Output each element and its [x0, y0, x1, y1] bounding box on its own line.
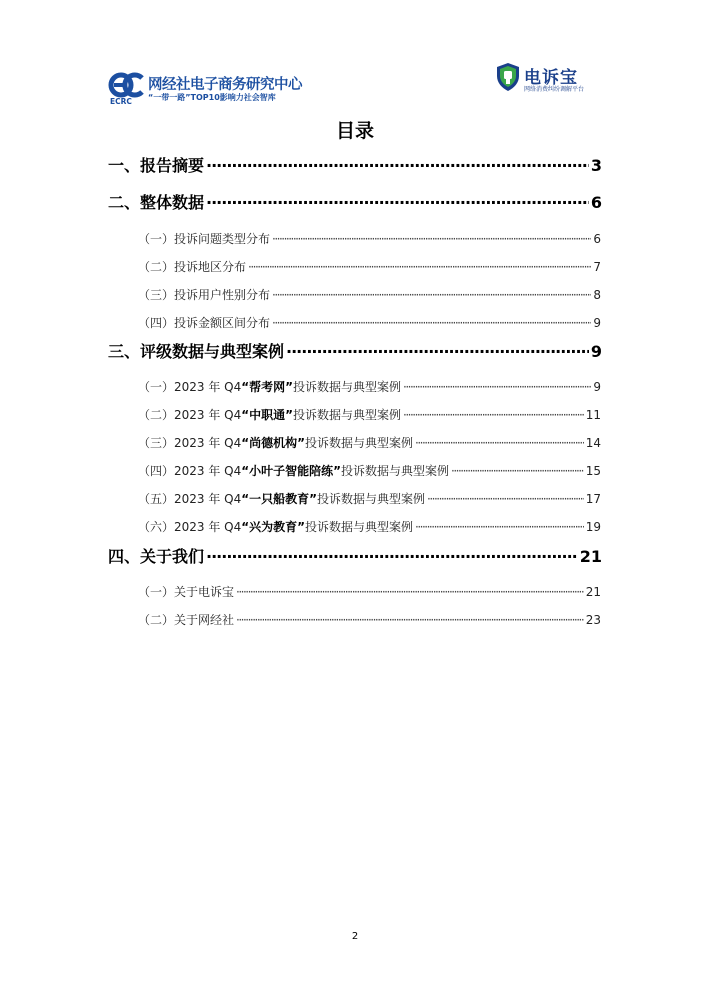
- toc-entry-company: “兴为教育”: [241, 520, 306, 534]
- page-number: 2: [351, 931, 359, 942]
- toc-entry[interactable]: [108, 339, 602, 362]
- toc-title: 目录: [335, 120, 374, 142]
- ecrc-logo: [108, 70, 308, 110]
- page-header: [0, 0, 710, 110]
- toc-subentry[interactable]: [138, 518, 601, 535]
- toc-leader-dots: [272, 288, 591, 302]
- toc-leader-dots: [415, 436, 584, 450]
- toc-entry-label: 二、整体数据: [108, 193, 205, 212]
- toc-entry-suffix: 投诉数据与典型案例: [305, 520, 414, 534]
- toc-entry-page: 7: [593, 260, 601, 274]
- toc-entry[interactable]: [108, 544, 602, 567]
- toc-entry-label: [138, 378, 401, 395]
- toc-leader-dots: [272, 232, 591, 246]
- toc-entry[interactable]: [108, 153, 602, 176]
- toc-entry-page: 14: [585, 436, 601, 450]
- toc-leader-dots: [236, 585, 584, 599]
- toc-entry-page: 21: [585, 585, 601, 599]
- toc-entry-suffix: 投诉数据与典型案例: [341, 464, 450, 478]
- toc-entry-prefix: （一）2023 年 Q4: [138, 380, 242, 394]
- toc-entry-company: “中职通”: [241, 408, 294, 422]
- toc-entry-prefix: （六）2023 年 Q4: [138, 520, 242, 534]
- toc-entry-company: “小叶子智能陪练”: [241, 464, 342, 478]
- toc-leader-dots: [403, 408, 584, 422]
- toc-subentry[interactable]: [138, 286, 601, 303]
- toc-leader-dots: [286, 342, 589, 361]
- toc-subentry[interactable]: [138, 314, 601, 331]
- toc-entry-page: 9: [593, 380, 601, 394]
- toc-subentry[interactable]: [138, 258, 601, 275]
- toc-subentry[interactable]: [138, 406, 601, 423]
- toc-entry-suffix: 投诉数据与典型案例: [317, 492, 426, 506]
- toc-entry-label: （二）关于网经社: [138, 613, 235, 627]
- toc-entry-prefix: （四）2023 年 Q4: [138, 464, 242, 478]
- toc-entry-label: 一、报告摘要: [108, 156, 205, 175]
- toc-entry-label: 三、评级数据与典型案例: [108, 342, 285, 361]
- toc-entry-label: [138, 490, 425, 507]
- ecrc-abbr: ECRC: [110, 97, 132, 106]
- dianshubao-name: 电诉宝: [524, 68, 578, 88]
- toc-leader-dots: [248, 260, 591, 274]
- toc-entry-page: 9: [593, 316, 601, 330]
- toc-entry-label: [138, 434, 413, 451]
- toc-entry-company: “一只船教育”: [241, 492, 318, 506]
- toc-entry-suffix: 投诉数据与典型案例: [305, 436, 414, 450]
- toc-entry-company: “帮考网”: [241, 380, 294, 394]
- shield-fist-icon: [496, 62, 520, 92]
- ecrc-name: 网经社电子商务研究中心: [148, 77, 302, 93]
- toc-entry-page: 15: [585, 464, 601, 478]
- toc-leader-dots: [451, 464, 584, 478]
- toc-entry-label: （一）关于电诉宝: [138, 585, 235, 599]
- toc-entry-label: [138, 518, 413, 535]
- toc-entry-suffix: 投诉数据与典型案例: [293, 408, 402, 422]
- toc-subentry[interactable]: [138, 230, 601, 247]
- toc-entry-label: （三）投诉用户性别分布: [138, 288, 271, 302]
- toc-leader-dots: [415, 520, 584, 534]
- toc-subentry[interactable]: [138, 378, 601, 395]
- toc-entry-suffix: 投诉数据与典型案例: [293, 380, 402, 394]
- toc-entry-label: 四、关于我们: [108, 547, 205, 566]
- toc-leader-dots: [427, 492, 584, 506]
- toc-entry-page: 23: [585, 613, 601, 627]
- toc-entry-page: 3: [590, 156, 602, 175]
- toc-entry-page: 6: [590, 193, 602, 212]
- dianshubao-logo: [496, 62, 606, 102]
- toc-entry-label: [138, 462, 449, 479]
- toc-subentry[interactable]: [138, 462, 601, 479]
- toc-entry-page: 6: [593, 232, 601, 246]
- toc-leader-dots: [236, 613, 584, 627]
- toc-leader-dots: [206, 547, 578, 566]
- ecrc-slogan: “一带一路”TOP10影响力社会智库: [148, 93, 276, 102]
- toc-leader-dots: [206, 156, 589, 175]
- toc-entry-prefix: （三）2023 年 Q4: [138, 436, 242, 450]
- dianshubao-subtitle: 网络消费纠纷调解平台: [524, 86, 585, 93]
- toc-entry-label: （四）投诉金额区间分布: [138, 316, 271, 330]
- toc-entry-page: 11: [585, 408, 601, 422]
- toc-entry-page: 17: [585, 492, 601, 506]
- toc-entry-company: “尚德机构”: [241, 436, 306, 450]
- toc-entry-prefix: （二）2023 年 Q4: [138, 408, 242, 422]
- toc-subentry[interactable]: [138, 434, 601, 451]
- toc-entry-prefix: （五）2023 年 Q4: [138, 492, 242, 506]
- toc-entry-label: （二）投诉地区分布: [138, 260, 247, 274]
- toc-leader-dots: [272, 316, 591, 330]
- toc-subentry[interactable]: [138, 611, 601, 628]
- toc-entry[interactable]: [108, 190, 602, 213]
- toc-entry-page: 9: [590, 342, 602, 361]
- toc-subentry[interactable]: [138, 490, 601, 507]
- toc-leader-dots: [206, 193, 589, 212]
- toc-entry-page: 19: [585, 520, 601, 534]
- toc-leader-dots: [403, 380, 591, 394]
- toc-entry-label: [138, 406, 401, 423]
- toc-subentry[interactable]: [138, 583, 601, 600]
- toc-entry-label: （一）投诉问题类型分布: [138, 232, 271, 246]
- toc-entry-page: 8: [593, 288, 601, 302]
- toc-entry-page: 21: [579, 547, 602, 566]
